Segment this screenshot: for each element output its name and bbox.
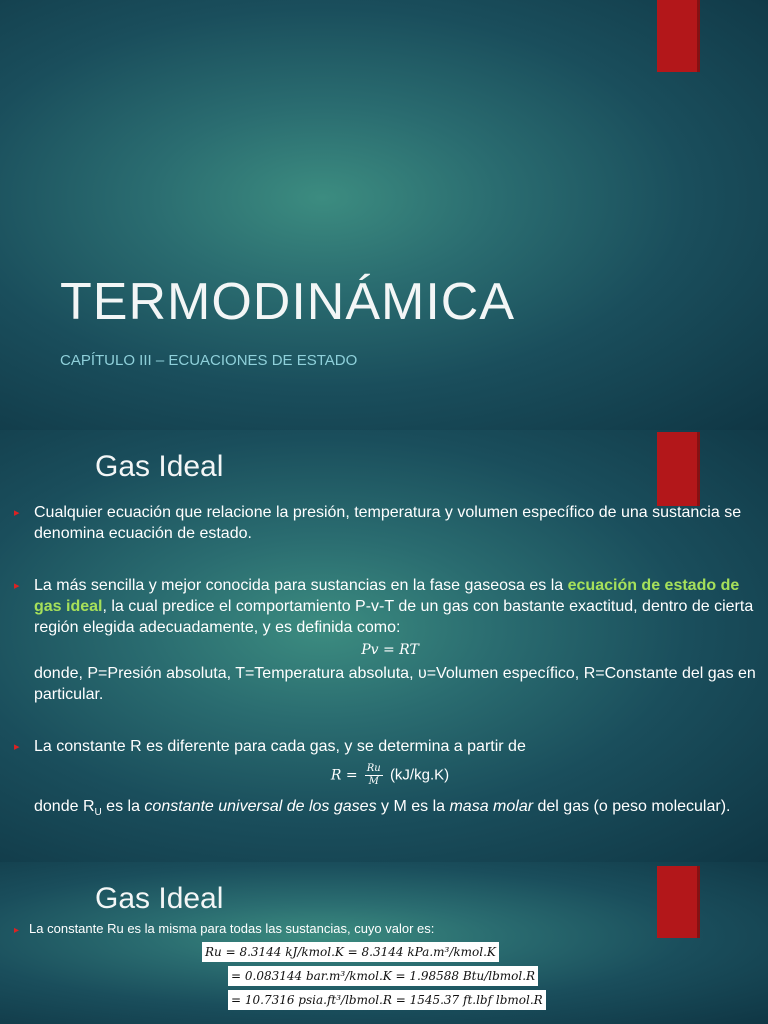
bullet-item: [14, 575, 766, 638]
accent-bar: [657, 866, 700, 938]
bullet-text: Cualquier ecuación que relacione la presión, temperatura y volumen específico de una sustancia se denomina ecuación de estado.: [34, 504, 742, 542]
highlight-term: ecuación de estado de gas ideal: [34, 577, 740, 615]
bullet-item: [14, 736, 766, 757]
slide-title: TERMODINÁMICA: [60, 273, 515, 331]
bullet-text: La más sencilla y mejor conocida para sustancias en la fase gaseosa es la: [34, 577, 568, 594]
fraction-denominator: M: [368, 776, 379, 787]
subscript: U: [94, 807, 102, 819]
bullet-icon: ▸: [14, 507, 20, 519]
bullet-text: , la cual predice el comportamiento P-v-T de un gas con bastante exactitud, dentro de cierta región elegida adecuadamente, y es definida como:: [34, 598, 754, 636]
bullet-continuation: donde, P=Presión absoluta, T=Temperatura absoluta, υ=Volumen específico, R=Constante del gas en particular.: [34, 665, 756, 703]
text-run: es la: [101, 798, 145, 815]
gas-ideal-slide: [0, 430, 768, 862]
emphasis-text: constante universal de los gases: [144, 798, 377, 815]
text-run: del gas (o peso molecular).: [533, 798, 731, 815]
gas-ideal-slide-2: [0, 862, 768, 1024]
bullet-list: [14, 502, 766, 823]
ru-value-line: Ru = 8.3144 kJ/kmol.K = 8.3144 kPa.m³/kmol.K: [202, 942, 499, 962]
gas-constant-equation: [14, 763, 766, 788]
accent-bar: [657, 432, 700, 506]
equation-lhs: R =: [330, 767, 358, 784]
bullet-item: [14, 502, 766, 544]
bullet-icon: ▸: [14, 741, 20, 753]
bullet-continuation: [14, 796, 766, 823]
title-slide: [0, 0, 768, 430]
slide-subtitle: CAPÍTULO III – ECUACIONES DE ESTADO: [60, 352, 358, 369]
equation-units: (kJ/kg.K): [389, 766, 450, 784]
fraction-numerator: Ru: [366, 763, 381, 774]
bullet-item: [14, 921, 434, 936]
bullet-icon: ▸: [14, 580, 20, 592]
text-run: donde R: [34, 798, 95, 815]
bullet-text: La constante R es diferente para cada gas, y se determina a partir de: [34, 738, 526, 755]
bullet-text: La constante Ru es la misma para todas las sustancias, cuyo valor es:: [29, 921, 435, 936]
slide-title: Gas Ideal: [95, 450, 224, 483]
emphasis-text: masa molar: [449, 798, 534, 815]
bullet-icon: ▸: [14, 925, 20, 936]
accent-bar: [657, 0, 700, 72]
ru-value-line: = 0.083144 bar.m³/kmol.K = 1.98588 Btu/lbmol.R: [228, 966, 538, 986]
slide-title: Gas Ideal: [95, 882, 224, 915]
ideal-gas-equation: Pv = RT: [361, 642, 419, 658]
fraction: [365, 763, 383, 788]
ru-value-line: = 10.7316 psia.ft³/lbmol.R = 1545.37 ft.lbf lbmol.R: [228, 990, 546, 1010]
text-run: y M es la: [376, 798, 450, 815]
